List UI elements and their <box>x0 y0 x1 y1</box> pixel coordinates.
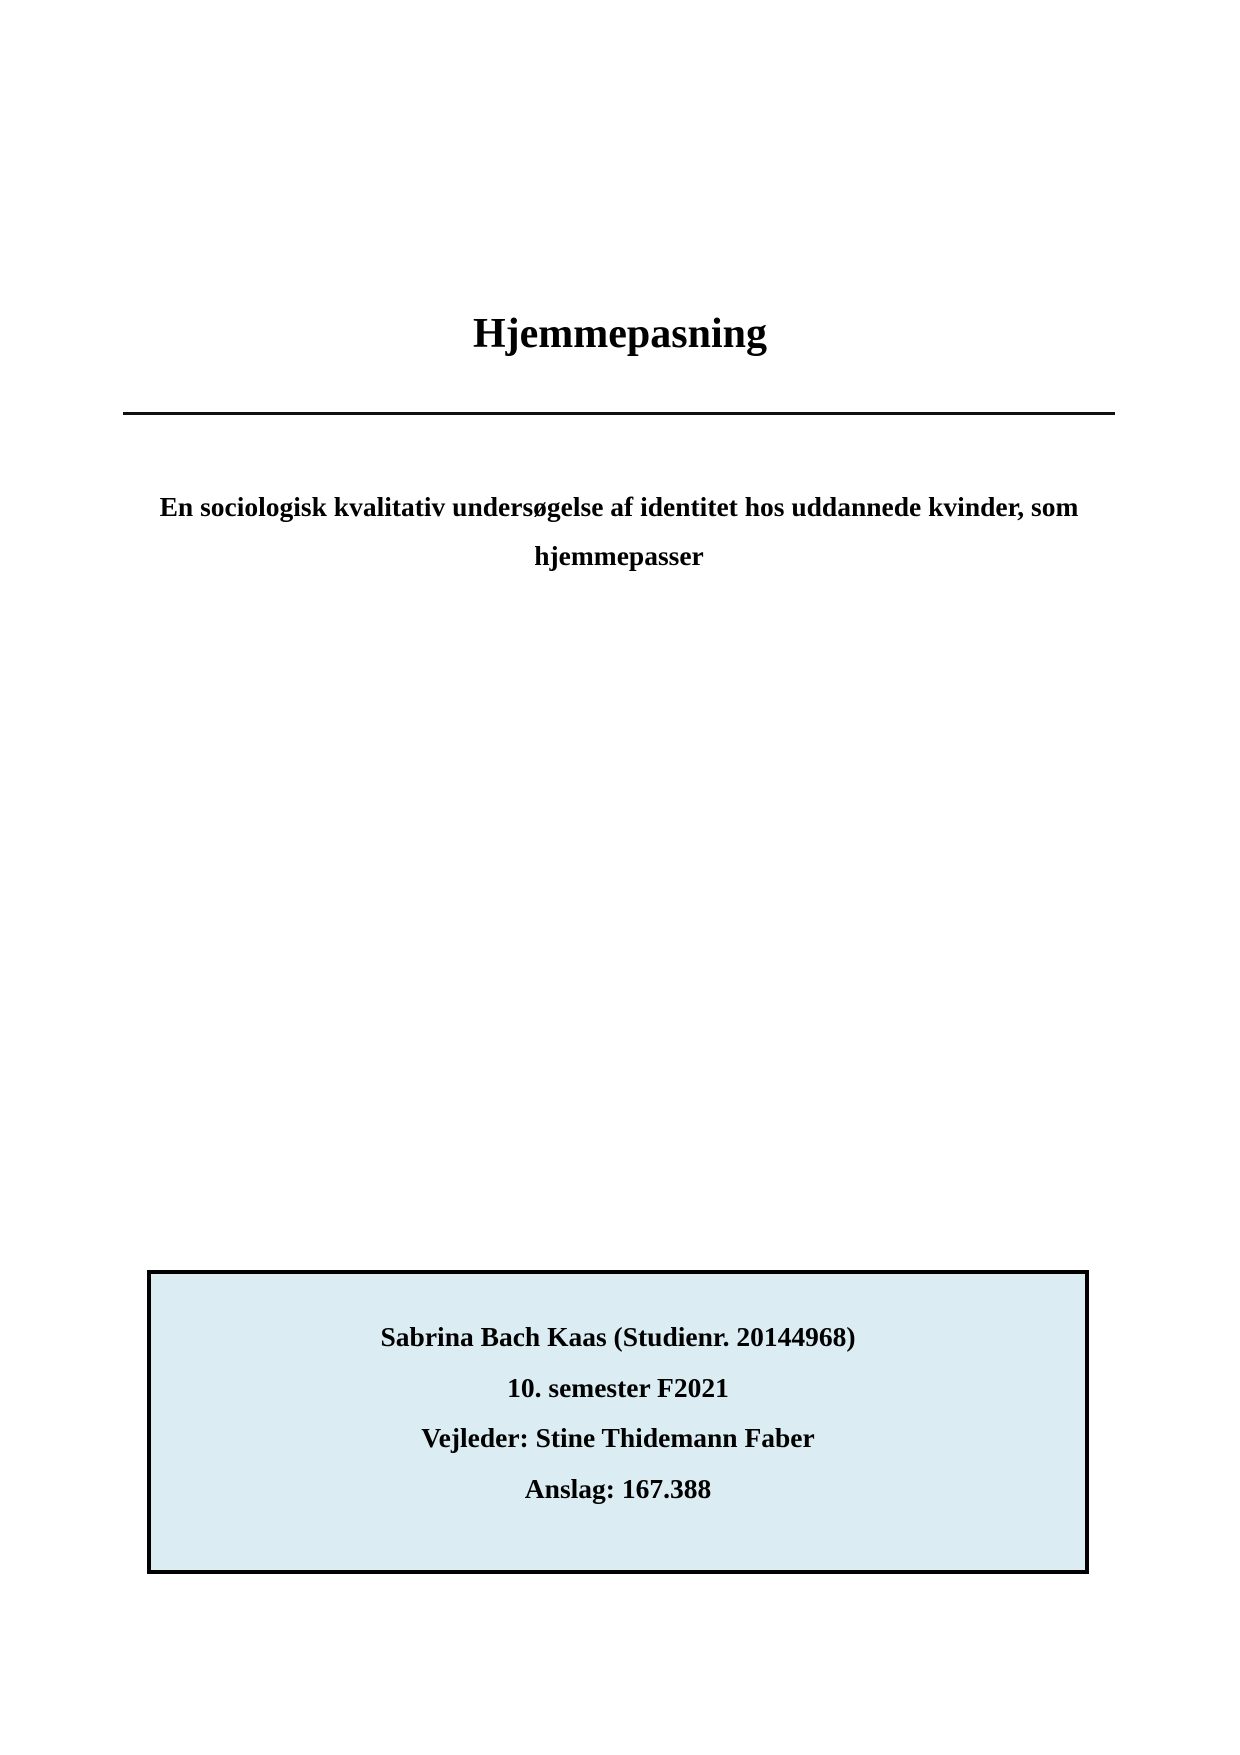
supervisor: Vejleder: Stine Thidemann Faber <box>421 1422 815 1453</box>
author-info-box <box>147 1270 1089 1574</box>
document-title: Hjemmepasning <box>473 311 767 357</box>
author-name-student-number: Sabrina Bach Kaas (Studienr. 20144968) <box>380 1321 856 1352</box>
semester: 10. semester F2021 <box>507 1371 729 1403</box>
character-count: Anslag: 167.388 <box>524 1472 712 1504</box>
author-info-lines <box>151 1312 1085 1514</box>
title-underline-divider <box>123 412 1115 415</box>
document-subtitle: En sociologisk kvalitativ undersøgelse af identitet hos uddannede kvinder, som hjemmepasser <box>159 491 1079 571</box>
